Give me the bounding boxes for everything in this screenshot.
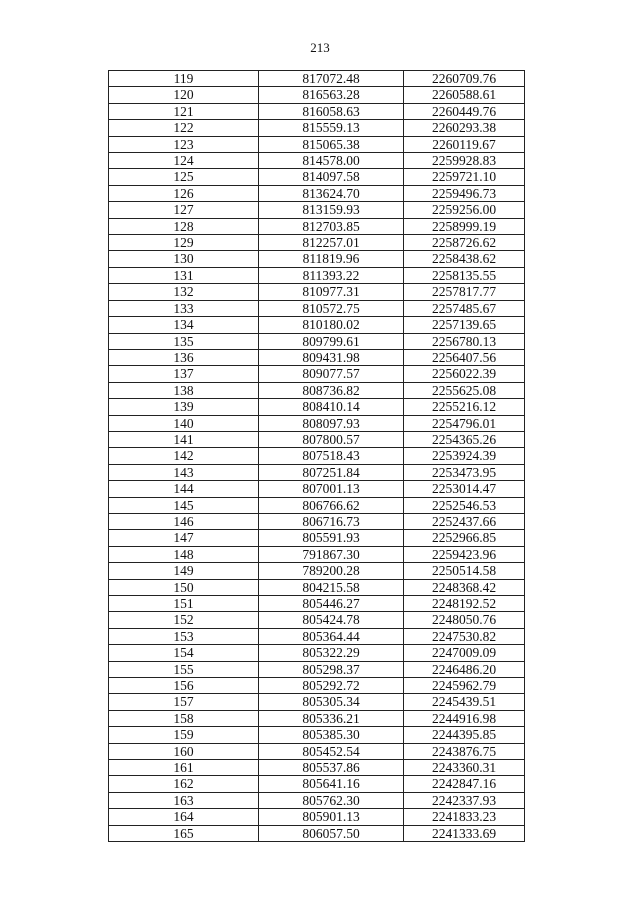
- x-coordinate-cell: 817072.48: [259, 71, 404, 87]
- point-number-cell: 158: [109, 710, 259, 726]
- point-number-cell: 133: [109, 300, 259, 316]
- table-row: [109, 71, 525, 87]
- point-number-cell: 161: [109, 760, 259, 776]
- table-row: [109, 497, 525, 513]
- x-coordinate-cell: 805336.21: [259, 710, 404, 726]
- x-coordinate-cell: 808736.82: [259, 382, 404, 398]
- y-coordinate-cell: 2248192.52: [404, 596, 525, 612]
- x-coordinate-cell: 808097.93: [259, 415, 404, 431]
- point-number-cell: 135: [109, 333, 259, 349]
- table-row: [109, 382, 525, 398]
- point-number-cell: 139: [109, 399, 259, 415]
- y-coordinate-cell: 2248050.76: [404, 612, 525, 628]
- table-row: [109, 87, 525, 103]
- y-coordinate-cell: 2253014.47: [404, 481, 525, 497]
- x-coordinate-cell: 809431.98: [259, 349, 404, 365]
- coordinate-table-body: [109, 71, 525, 842]
- table-row: [109, 645, 525, 661]
- point-number-cell: 160: [109, 743, 259, 759]
- y-coordinate-cell: 2260709.76: [404, 71, 525, 87]
- y-coordinate-cell: 2243876.75: [404, 743, 525, 759]
- y-coordinate-cell: 2246486.20: [404, 661, 525, 677]
- point-number-cell: 162: [109, 776, 259, 792]
- point-number-cell: 157: [109, 694, 259, 710]
- y-coordinate-cell: 2244395.85: [404, 727, 525, 743]
- x-coordinate-cell: 805641.16: [259, 776, 404, 792]
- y-coordinate-cell: 2254365.26: [404, 431, 525, 447]
- y-coordinate-cell: 2247530.82: [404, 628, 525, 644]
- point-number-cell: 119: [109, 71, 259, 87]
- table-row: [109, 431, 525, 447]
- y-coordinate-cell: 2242847.16: [404, 776, 525, 792]
- table-row: [109, 185, 525, 201]
- point-number-cell: 145: [109, 497, 259, 513]
- y-coordinate-cell: 2258999.19: [404, 218, 525, 234]
- x-coordinate-cell: 815065.38: [259, 136, 404, 152]
- table-row: [109, 678, 525, 694]
- x-coordinate-cell: 811393.22: [259, 267, 404, 283]
- y-coordinate-cell: 2259721.10: [404, 169, 525, 185]
- y-coordinate-cell: 2258438.62: [404, 251, 525, 267]
- point-number-cell: 128: [109, 218, 259, 234]
- y-coordinate-cell: 2259423.96: [404, 546, 525, 562]
- y-coordinate-cell: 2258726.62: [404, 235, 525, 251]
- point-number-cell: 121: [109, 103, 259, 119]
- table-row: [109, 349, 525, 365]
- table-row: [109, 169, 525, 185]
- point-number-cell: 132: [109, 284, 259, 300]
- x-coordinate-cell: 805452.54: [259, 743, 404, 759]
- x-coordinate-cell: 807251.84: [259, 464, 404, 480]
- y-coordinate-cell: 2256407.56: [404, 349, 525, 365]
- x-coordinate-cell: 807518.43: [259, 448, 404, 464]
- y-coordinate-cell: 2256022.39: [404, 366, 525, 382]
- point-number-cell: 141: [109, 431, 259, 447]
- point-number-cell: 163: [109, 792, 259, 808]
- point-number-cell: 153: [109, 628, 259, 644]
- y-coordinate-cell: 2257817.77: [404, 284, 525, 300]
- x-coordinate-cell: 816563.28: [259, 87, 404, 103]
- x-coordinate-cell: 789200.28: [259, 563, 404, 579]
- x-coordinate-cell: 805322.29: [259, 645, 404, 661]
- x-coordinate-cell: 806766.62: [259, 497, 404, 513]
- point-number-cell: 154: [109, 645, 259, 661]
- point-number-cell: 146: [109, 513, 259, 529]
- page-number: 213: [310, 40, 330, 55]
- y-coordinate-cell: 2255625.08: [404, 382, 525, 398]
- point-number-cell: 126: [109, 185, 259, 201]
- x-coordinate-cell: 806057.50: [259, 825, 404, 841]
- y-coordinate-cell: 2258135.55: [404, 267, 525, 283]
- x-coordinate-cell: 805537.86: [259, 760, 404, 776]
- table-row: [109, 792, 525, 808]
- table-row: [109, 546, 525, 562]
- table-row: [109, 251, 525, 267]
- point-number-cell: 140: [109, 415, 259, 431]
- y-coordinate-cell: 2253924.39: [404, 448, 525, 464]
- table-row: [109, 612, 525, 628]
- y-coordinate-cell: 2256780.13: [404, 333, 525, 349]
- table-row: [109, 596, 525, 612]
- x-coordinate-cell: 809799.61: [259, 333, 404, 349]
- x-coordinate-cell: 805298.37: [259, 661, 404, 677]
- point-number-cell: 127: [109, 202, 259, 218]
- point-number-cell: 165: [109, 825, 259, 841]
- point-number-cell: 122: [109, 120, 259, 136]
- table-row: [109, 563, 525, 579]
- point-number-cell: 143: [109, 464, 259, 480]
- y-coordinate-cell: 2244916.98: [404, 710, 525, 726]
- point-number-cell: 144: [109, 481, 259, 497]
- x-coordinate-cell: 813624.70: [259, 185, 404, 201]
- table-row: [109, 333, 525, 349]
- x-coordinate-cell: 814578.00: [259, 153, 404, 169]
- point-number-cell: 131: [109, 267, 259, 283]
- table-row: [109, 448, 525, 464]
- y-coordinate-cell: 2260293.38: [404, 120, 525, 136]
- table-row: [109, 628, 525, 644]
- point-number-cell: 125: [109, 169, 259, 185]
- x-coordinate-cell: 805385.30: [259, 727, 404, 743]
- x-coordinate-cell: 807001.13: [259, 481, 404, 497]
- y-coordinate-cell: 2254796.01: [404, 415, 525, 431]
- y-coordinate-cell: 2247009.09: [404, 645, 525, 661]
- y-coordinate-cell: 2257485.67: [404, 300, 525, 316]
- y-coordinate-cell: 2241833.23: [404, 809, 525, 825]
- table-row: [109, 399, 525, 415]
- table-row: [109, 743, 525, 759]
- table-row: [109, 136, 525, 152]
- table-row: [109, 464, 525, 480]
- table-row: [109, 661, 525, 677]
- point-number-cell: 134: [109, 317, 259, 333]
- y-coordinate-cell: 2250514.58: [404, 563, 525, 579]
- x-coordinate-cell: 808410.14: [259, 399, 404, 415]
- x-coordinate-cell: 791867.30: [259, 546, 404, 562]
- y-coordinate-cell: 2259928.83: [404, 153, 525, 169]
- table-row: [109, 202, 525, 218]
- point-number-cell: 137: [109, 366, 259, 382]
- x-coordinate-cell: 805364.44: [259, 628, 404, 644]
- point-number-cell: 159: [109, 727, 259, 743]
- point-number-cell: 148: [109, 546, 259, 562]
- point-number-cell: 155: [109, 661, 259, 677]
- x-coordinate-cell: 805446.27: [259, 596, 404, 612]
- x-coordinate-cell: 805591.93: [259, 530, 404, 546]
- y-coordinate-cell: 2245962.79: [404, 678, 525, 694]
- table-row: [109, 218, 525, 234]
- x-coordinate-cell: 805305.34: [259, 694, 404, 710]
- x-coordinate-cell: 810977.31: [259, 284, 404, 300]
- y-coordinate-cell: 2260119.67: [404, 136, 525, 152]
- x-coordinate-cell: 806716.73: [259, 513, 404, 529]
- y-coordinate-cell: 2242337.93: [404, 792, 525, 808]
- y-coordinate-cell: 2257139.65: [404, 317, 525, 333]
- point-number-cell: 149: [109, 563, 259, 579]
- x-coordinate-cell: 805901.13: [259, 809, 404, 825]
- point-number-cell: 130: [109, 251, 259, 267]
- table-row: [109, 366, 525, 382]
- x-coordinate-cell: 813159.93: [259, 202, 404, 218]
- x-coordinate-cell: 805292.72: [259, 678, 404, 694]
- y-coordinate-cell: 2253473.95: [404, 464, 525, 480]
- point-number-cell: 164: [109, 809, 259, 825]
- table-row: [109, 267, 525, 283]
- x-coordinate-cell: 805762.30: [259, 792, 404, 808]
- x-coordinate-cell: 810572.75: [259, 300, 404, 316]
- x-coordinate-cell: 807800.57: [259, 431, 404, 447]
- x-coordinate-cell: 804215.58: [259, 579, 404, 595]
- point-number-cell: 150: [109, 579, 259, 595]
- x-coordinate-cell: 810180.02: [259, 317, 404, 333]
- table-row: [109, 776, 525, 792]
- point-number-cell: 123: [109, 136, 259, 152]
- point-number-cell: 147: [109, 530, 259, 546]
- table-row: [109, 415, 525, 431]
- point-number-cell: 129: [109, 235, 259, 251]
- x-coordinate-cell: 812257.01: [259, 235, 404, 251]
- table-row: [109, 809, 525, 825]
- point-number-cell: 156: [109, 678, 259, 694]
- point-number-cell: 142: [109, 448, 259, 464]
- table-row: [109, 481, 525, 497]
- x-coordinate-cell: 805424.78: [259, 612, 404, 628]
- table-row: [109, 120, 525, 136]
- table-row: [109, 694, 525, 710]
- table-row: [109, 317, 525, 333]
- y-coordinate-cell: 2259256.00: [404, 202, 525, 218]
- point-number-cell: 124: [109, 153, 259, 169]
- y-coordinate-cell: 2260588.61: [404, 87, 525, 103]
- y-coordinate-cell: 2245439.51: [404, 694, 525, 710]
- table-row: [109, 513, 525, 529]
- point-number-cell: 120: [109, 87, 259, 103]
- table-row: [109, 760, 525, 776]
- table-row: [109, 727, 525, 743]
- y-coordinate-cell: 2243360.31: [404, 760, 525, 776]
- y-coordinate-cell: 2255216.12: [404, 399, 525, 415]
- y-coordinate-cell: 2252966.85: [404, 530, 525, 546]
- table-row: [109, 530, 525, 546]
- point-number-cell: 136: [109, 349, 259, 365]
- table-row: [109, 300, 525, 316]
- y-coordinate-cell: 2259496.73: [404, 185, 525, 201]
- table-row: [109, 153, 525, 169]
- x-coordinate-cell: 811819.96: [259, 251, 404, 267]
- y-coordinate-cell: 2260449.76: [404, 103, 525, 119]
- y-coordinate-cell: 2252437.66: [404, 513, 525, 529]
- x-coordinate-cell: 816058.63: [259, 103, 404, 119]
- y-coordinate-cell: 2248368.42: [404, 579, 525, 595]
- coordinate-table: [108, 70, 525, 842]
- point-number-cell: 152: [109, 612, 259, 628]
- table-row: [109, 579, 525, 595]
- table-row: [109, 825, 525, 841]
- table-row: [109, 284, 525, 300]
- y-coordinate-cell: 2252546.53: [404, 497, 525, 513]
- x-coordinate-cell: 815559.13: [259, 120, 404, 136]
- point-number-cell: 151: [109, 596, 259, 612]
- x-coordinate-cell: 809077.57: [259, 366, 404, 382]
- x-coordinate-cell: 812703.85: [259, 218, 404, 234]
- point-number-cell: 138: [109, 382, 259, 398]
- table-row: [109, 710, 525, 726]
- table-row: [109, 103, 525, 119]
- table-row: [109, 235, 525, 251]
- x-coordinate-cell: 814097.58: [259, 169, 404, 185]
- y-coordinate-cell: 2241333.69: [404, 825, 525, 841]
